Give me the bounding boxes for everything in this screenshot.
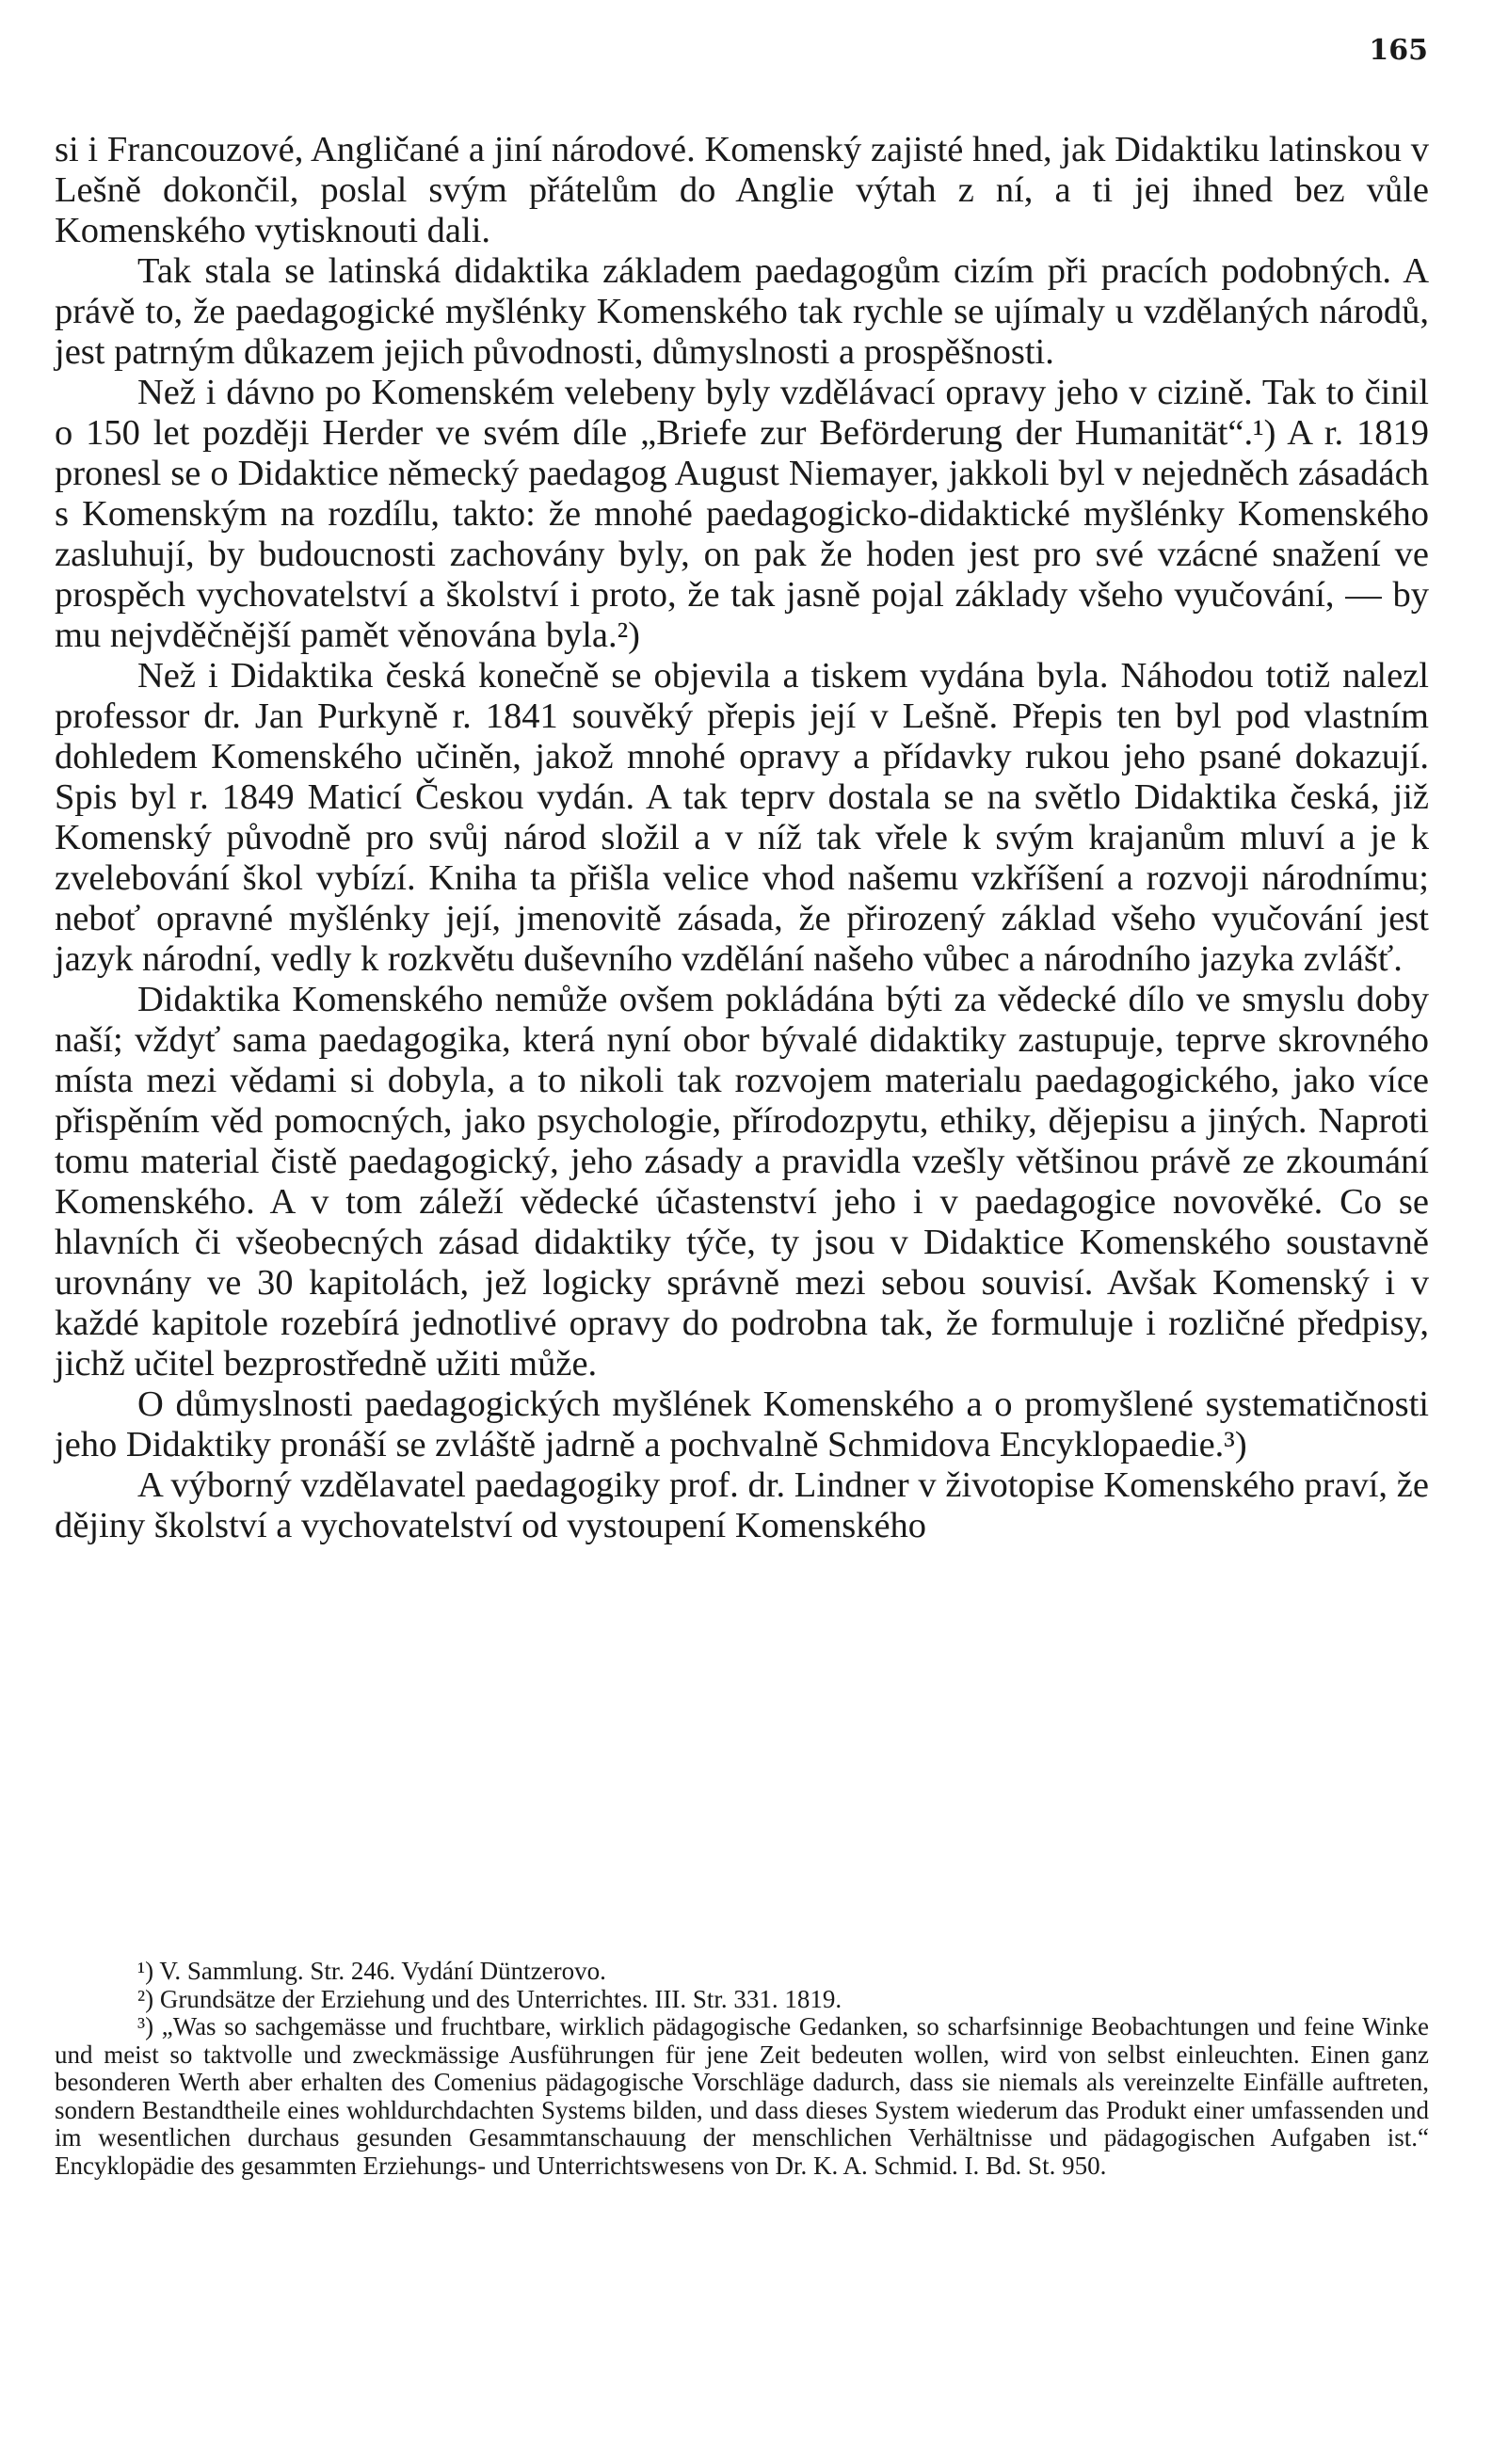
paragraph-4: Než i Didaktika česká konečně se objevila a tiskem vydána byla. Náhodou totiž nalezl professor dr. Jan Purkyně r. 1841 souvěký přepis její v Lešně. Přepis ten byl pod vlastním dohledem Komenského učiněn, jakož mnohé opravy a přídavky rukou jeho psané dokazují. Spis byl r. 1849 Maticí Českou vydán. A tak teprv dostala se na světlo Didaktika česká, již Komenský původně pro svůj národ složil a v níž tak vřele k svým krajanům mluví a je k zvelebování škol vybízí. Kniha ta přišla velice vhod našemu vzkříšení a rozvoji národnímu; neboť opravné myšlénky její, jmenovitě zásada, že přirozený základ všeho vyučování jest jazyk národní, vedly k rozkvětu duševního vzdělání našeho vůbec a národního jazyka zvlášť. (55, 656, 1429, 979)
paragraph-7: A výborný vzdělavatel paedagogiky prof. dr. Lindner v životopise Komenského praví, že dějiny školství a vychovatelství od vystoupení Komenského (55, 1465, 1429, 1545)
paragraph-6: O důmyslnosti paedagogických myšlének Komenského a o promyšlené systematičnosti jeho Didaktiky pronáší se zvláště jadrně a pochvalně Schmidova Encyklopaedie.³) (55, 1384, 1429, 1464)
footnotes (55, 1958, 1429, 2180)
paragraph-3: Než i dávno po Komenském velebeny byly vzdělávací opravy jeho v cizině. Tak to činil o 150 let později Herder ve svém díle „Briefe zur Beförderung der Humanität“.¹) A r. 1819 pronesl se o Didaktice německý paedagog August Niemayer, jakkoli byl v nejedněch zásadách s Komenským na rozdílu, takto: že mnohé paedagogicko-didaktické myšlénky Komenského zasluhují, by budoucnosti zachovány byly, on pak že hoden jest pro své vzácné snažení ve prospěch vychovatelství a školství i proto, že tak jasně pojal základy všeho vyučování, — by mu nejvděčnější pamět věnována byla.²) (55, 373, 1429, 655)
footnote-3: ³) „Was so sachgemässe und fruchtbare, wirklich pädagogische Gedanken, so scharfsinnige Beobachtungen und feine Winke und meist so taktvolle und zweckmässige Ausführungen für jene Zeit bedeuten wollen, wird von selbst einleuchten. Einen ganz besonderen Werth aber erhalten des Comenius pädagogische Vorschläge dadurch, dass sie niemals als vereinzelte Einfälle auftreten, sondern Bestandtheile eines wohldurchdachten Systems bilden, und dass dieses System wiederum das Produkt einer umfassenden und im wesentlichen durchaus gesunden Gesammtanschauung der menschlichen Verhältnisse und pädagogischen Aufgaben ist.“ Encyklopädie des gesammten Erziehungs- und Unterrichtswesens von Dr. K. A. Schmid. I. Bd. St. 950. (55, 2012, 1429, 2180)
paragraph-1: si i Francouzové, Angličané a jiní národové. Komenský zajisté hned, jak Didaktiku latinskou v Lešně dokončil, poslal svým přátelům do Anglie výtah z ní, a ti jej ihned bez vůle Komenského vytisknouti dali. (55, 130, 1429, 250)
footnote-1: ¹) V. Sammlung. Str. 246. Vydání Düntzerovo. (137, 1957, 606, 1985)
page-number: 165 (1369, 34, 1428, 67)
paragraph-2: Tak stala se latinská didaktika základem paedagogům cizím při pracích podobných. A právě to, že paedagogické myšlénky Komenského tak rychle se ujímaly u vzdělaných národů, jest patrným důkazem jejich původnosti, důmyslnosti a prospěšnosti. (55, 251, 1429, 372)
paragraph-5: Didaktika Komenského nemůže ovšem pokládána býti za vědecké dílo ve smyslu doby naší; vždyť sama paedagogika, která nyní obor bývalé didaktiky zastupuje, teprve skrovného místa mezi vědami si dobyla, a to nikoli tak rozvojem materialu paedagogického, jako více přispěním věd pomocných, jako psychologie, přírodozpytu, ethiky, dějepisu a jiných. Naproti tomu material čistě paedagogický, jeho zásady a pravidla vzešly většinou právě ze zkoumání Komenského. A v tom záleží vědecké účastenství jeho i v paedagogice novověké. Co se hlavních či všeobecných zásad didaktiky týče, ty jsou v Didaktice Komenského soustavně urovnány ve 30 kapitolách, jež logicky správně mezi sebou souvisí. Avšak Komenský i v každé kapitole rozebírá jednotlivé opravy do podrobna tak, že formuluje i rozličné předpisy, jichž učitel bezprostředně užiti může. (55, 980, 1429, 1384)
body-text (55, 130, 1429, 1546)
footnote-2: ²) Grundsätze der Erziehung und des Unterrichtes. III. Str. 331. 1819. (137, 1984, 842, 2013)
